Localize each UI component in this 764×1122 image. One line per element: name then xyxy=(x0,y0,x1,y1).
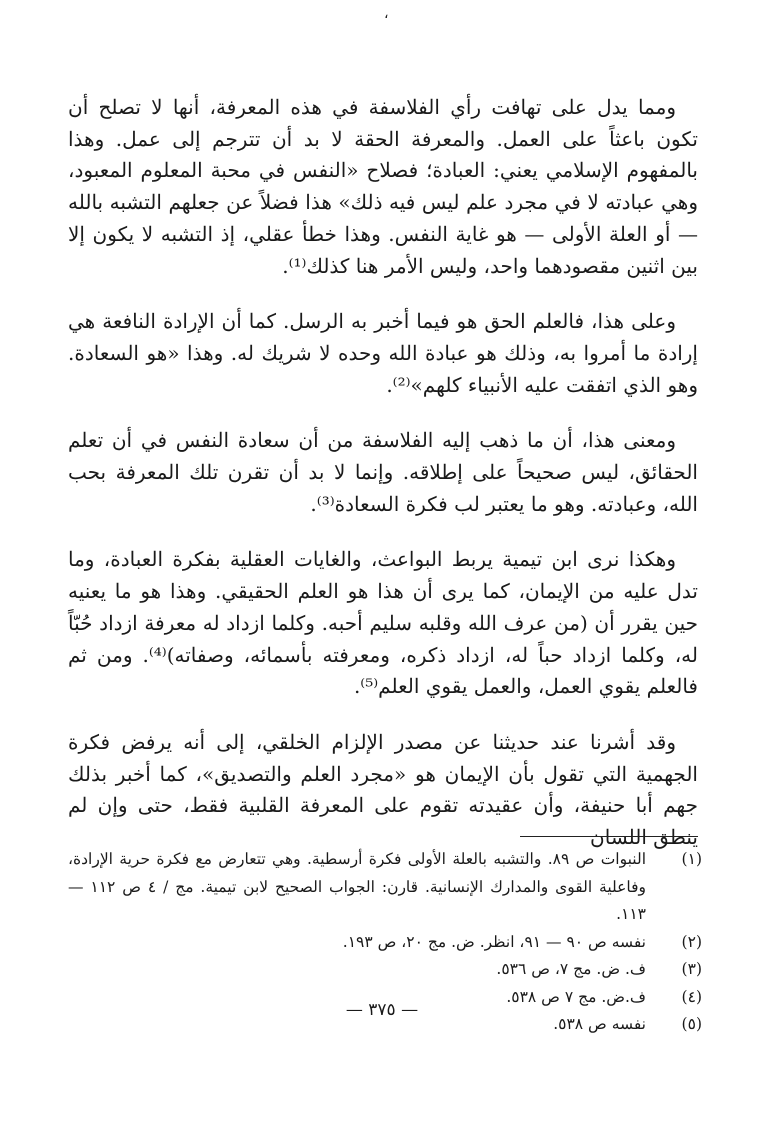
footnote xyxy=(68,929,702,957)
footnote-text: نفسه ص ٥٣٨. xyxy=(553,1015,646,1033)
footnote-number: (٥) xyxy=(681,1015,702,1033)
main-text xyxy=(68,92,698,878)
footnote-text: نفسه ص ٩٠ — ٩١، انظر. ض. مج ٢٠، ص ١٩٣. xyxy=(342,932,646,951)
footnote xyxy=(68,956,702,984)
footnote-number: (١) xyxy=(681,850,702,868)
paragraph xyxy=(68,727,698,854)
paragraph xyxy=(68,544,698,703)
page-number: — ٣٧٥ — xyxy=(345,1000,419,1020)
paragraph-text: وهكذا نرى ابن تيمية يربط البواعث، والغايات العقلية بفكرة العبادة، وما تدل عليه من الإيمان، كما يرى أن هذا هو العلم الحقيقي. وهذا هو ما يعنيه حين يقرر أن (من عرف الله وقلبه سليم أحبه. وكلما ازداد له معرفة ازداد حُبّاً له، وكلما ازداد حباً له، ازداد ذكره، ومعرفته بأسمائه، وصفاته)⁽⁴⁾. ومن ثم فالعلم يقوي العمل، والعمل يقوي العلم⁽⁵⁾. xyxy=(68,547,698,699)
paragraph-text: وقد أشرنا عند حديثنا عن مصدر الإلزام الخلقي، إلى أنه يرفض فكرة الجهمية التي تقول بأن الإيمان هو «مجرد العلم والتصديق»، كما أخبر بذلك جهم أبا حنيفة، وأن عقيدته تقوم على المعرفة القلبية فقط، حتى وإن لم ينطق اللسان xyxy=(68,729,698,850)
footnote-divider xyxy=(520,836,698,837)
footnote-text: النبوات ص ٨٩. والتشبه بالعلة الأولى فكرة أرسطية. وهي تتعارض مع فكرة حرية الإرادة، وفاعلية القوى والمدارك الإنسانية. قارن: الجواب الصحيح لابن تيمية. مج / ٤ ص ١١٢ — ١١٣. xyxy=(68,850,647,923)
footnote-number: (٤) xyxy=(681,987,702,1006)
footnote-text: ف.ض. مج ٧ ص ٥٣٨. xyxy=(506,987,646,1006)
footnote xyxy=(68,846,702,929)
paragraph xyxy=(68,306,698,401)
paragraph-text: ومما يدل على تهافت رأي الفلاسفة في هذه المعرفة، أنها لا تصلح أن تكون باعثاً على العمل. والمعرفة الحقة لا بد أن تترجم إلى عمل. وهذا بالمفهوم الإسلامي يعني: العبادة؛ فصلاح «النفس في محبة المعلوم المعبود، وهي عبادته لا في مجرد علم ليس فيه ذلك» هذا فضلاً عن جعلهم التشبه بالله — أو العلة الأولى — هو غاية النفس. وهذا خطأ عقلي، إذ التشبه لا يكون إلا بين اثنين مقصودهما واحد، وليس الأمر هنا كذلك⁽¹⁾. xyxy=(68,95,698,278)
paragraph xyxy=(68,425,698,520)
paragraph-text: ومعنى هذا، أن ما ذهب إليه الفلاسفة من أن سعادة النفس في أن تعلم الحقائق، ليس صحيحاً على إطلاقه. وإنما لا بد أن تقرن تلك المعرفة بحب الله، وعبادته. وهو ما يعتبر لب فكرة السعادة⁽³⁾. xyxy=(68,428,698,516)
footnote-text: ف. ض. مج ٧، ص ٥٣٦. xyxy=(496,960,646,978)
footnote-number: (٣) xyxy=(681,960,702,978)
paragraph xyxy=(68,92,698,282)
top-mark: ، xyxy=(384,6,389,22)
footnote-number: (٢) xyxy=(681,932,702,951)
paragraph-text: وعلى هذا، فالعلم الحق هو فيما أخبر به الرسل. كما أن الإرادة النافعة هي إرادة ما أمروا به، وذلك هو عبادة الله وحده لا شريك له. وهذا «هو السعادة. وهو الذي اتفقت عليه الأنبياء كلهم»⁽²⁾. xyxy=(68,309,698,397)
